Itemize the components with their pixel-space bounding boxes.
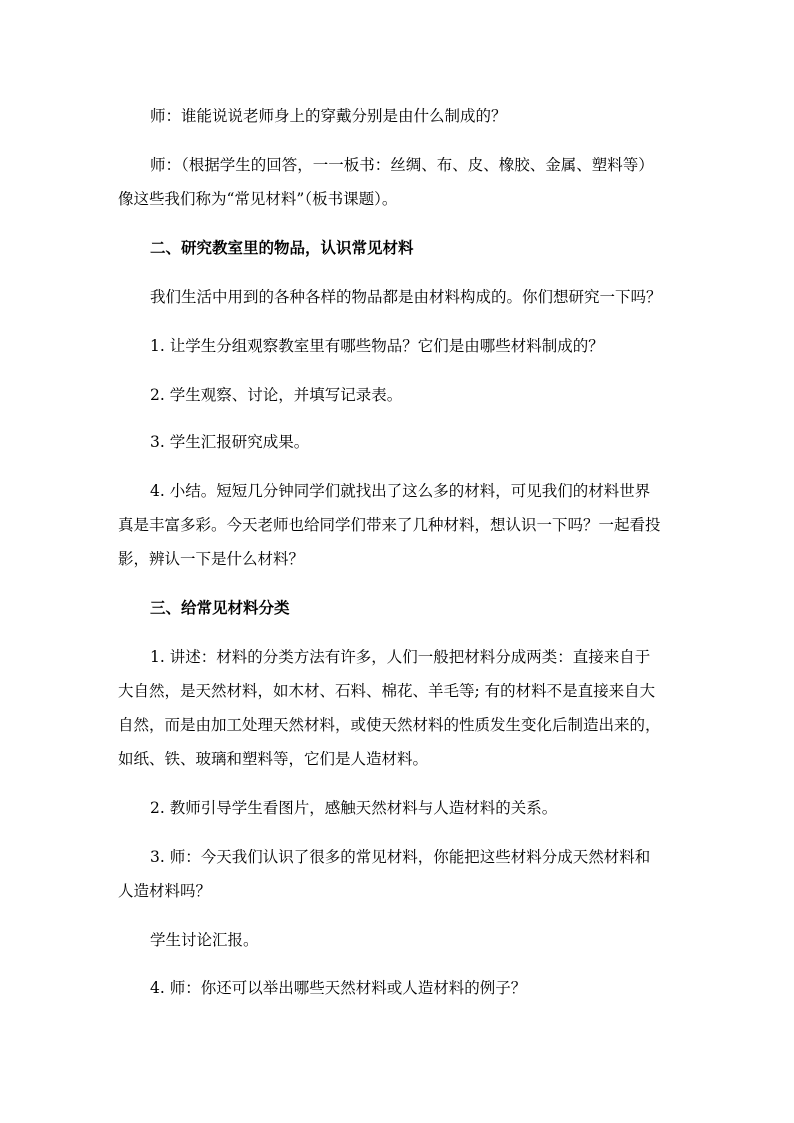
classification-line-1: 1. 讲述：材料的分类方法有许多，人们一般把材料分成两类：直接来自于 <box>150 648 651 666</box>
student-discussion: 学生讨论汇报。 <box>150 931 259 949</box>
classification-item-4: 4. 师：你还可以举出哪些天然材料或人造材料的例子？ <box>150 979 527 997</box>
paragraph-board-writing-line-2: 像这些我们称为“常见材料”（板书课题）。 <box>118 190 398 208</box>
classification-item-2: 2. 教师引导学生看图片，感触天然材料与人造材料的关系。 <box>150 799 558 817</box>
classification-item-3-line-1: 3. 师：今天我们认识了很多的常见材料，你能把这些材料分成天然材料和 <box>150 848 651 866</box>
list-item-4-line-1: 4. 小结。短短几分钟同学们就找出了这么多的材料，可见我们的材料世界 <box>150 482 651 500</box>
paragraph-board-writing-line-1: 师：（根据学生的回答，一一板书：丝绸、布、皮、橡胶、金属、塑料等） <box>150 156 654 174</box>
list-item-3: 3. 学生汇报研究成果。 <box>150 433 310 451</box>
paragraph-teacher-question: 师：谁能说说老师身上的穿戴分别是由什么制成的？ <box>150 107 507 125</box>
section-heading-3: 三、给常见材料分类 <box>150 598 290 617</box>
list-item-4-line-3: 影，辨认一下是什么材料？ <box>118 550 305 568</box>
classification-line-2: 大自然，是天然材料，如木材、石料、棉花、羊毛等; 有的材料不是直接来自大 <box>118 682 656 700</box>
list-item-4-line-2: 真是丰富多彩。今天老师也给同学们带来了几种材料，想认识一下吗？一起看投 <box>118 516 661 534</box>
section-heading-2: 二、研究教室里的物品，认识常见材料 <box>150 238 414 257</box>
list-item-2: 2. 学生观察、讨论，并填写记录表。 <box>150 386 403 404</box>
paragraph-research-intro: 我们生活中用到的各种各样的物品都是由材料构成的。你们想研究一下吗？ <box>150 288 662 306</box>
classification-line-4: 如纸、铁、玻璃和塑料等，它们是人造材料。 <box>118 750 429 768</box>
list-item-1: 1. 让学生分组观察教室里有哪些物品？它们是由哪些材料制成的？ <box>150 337 604 355</box>
classification-item-3-line-2: 人造材料吗？ <box>118 882 212 900</box>
classification-line-3: 自然，而是由加工处理天然材料，或使天然材料的性质发生变化后制造出来的， <box>118 716 661 734</box>
